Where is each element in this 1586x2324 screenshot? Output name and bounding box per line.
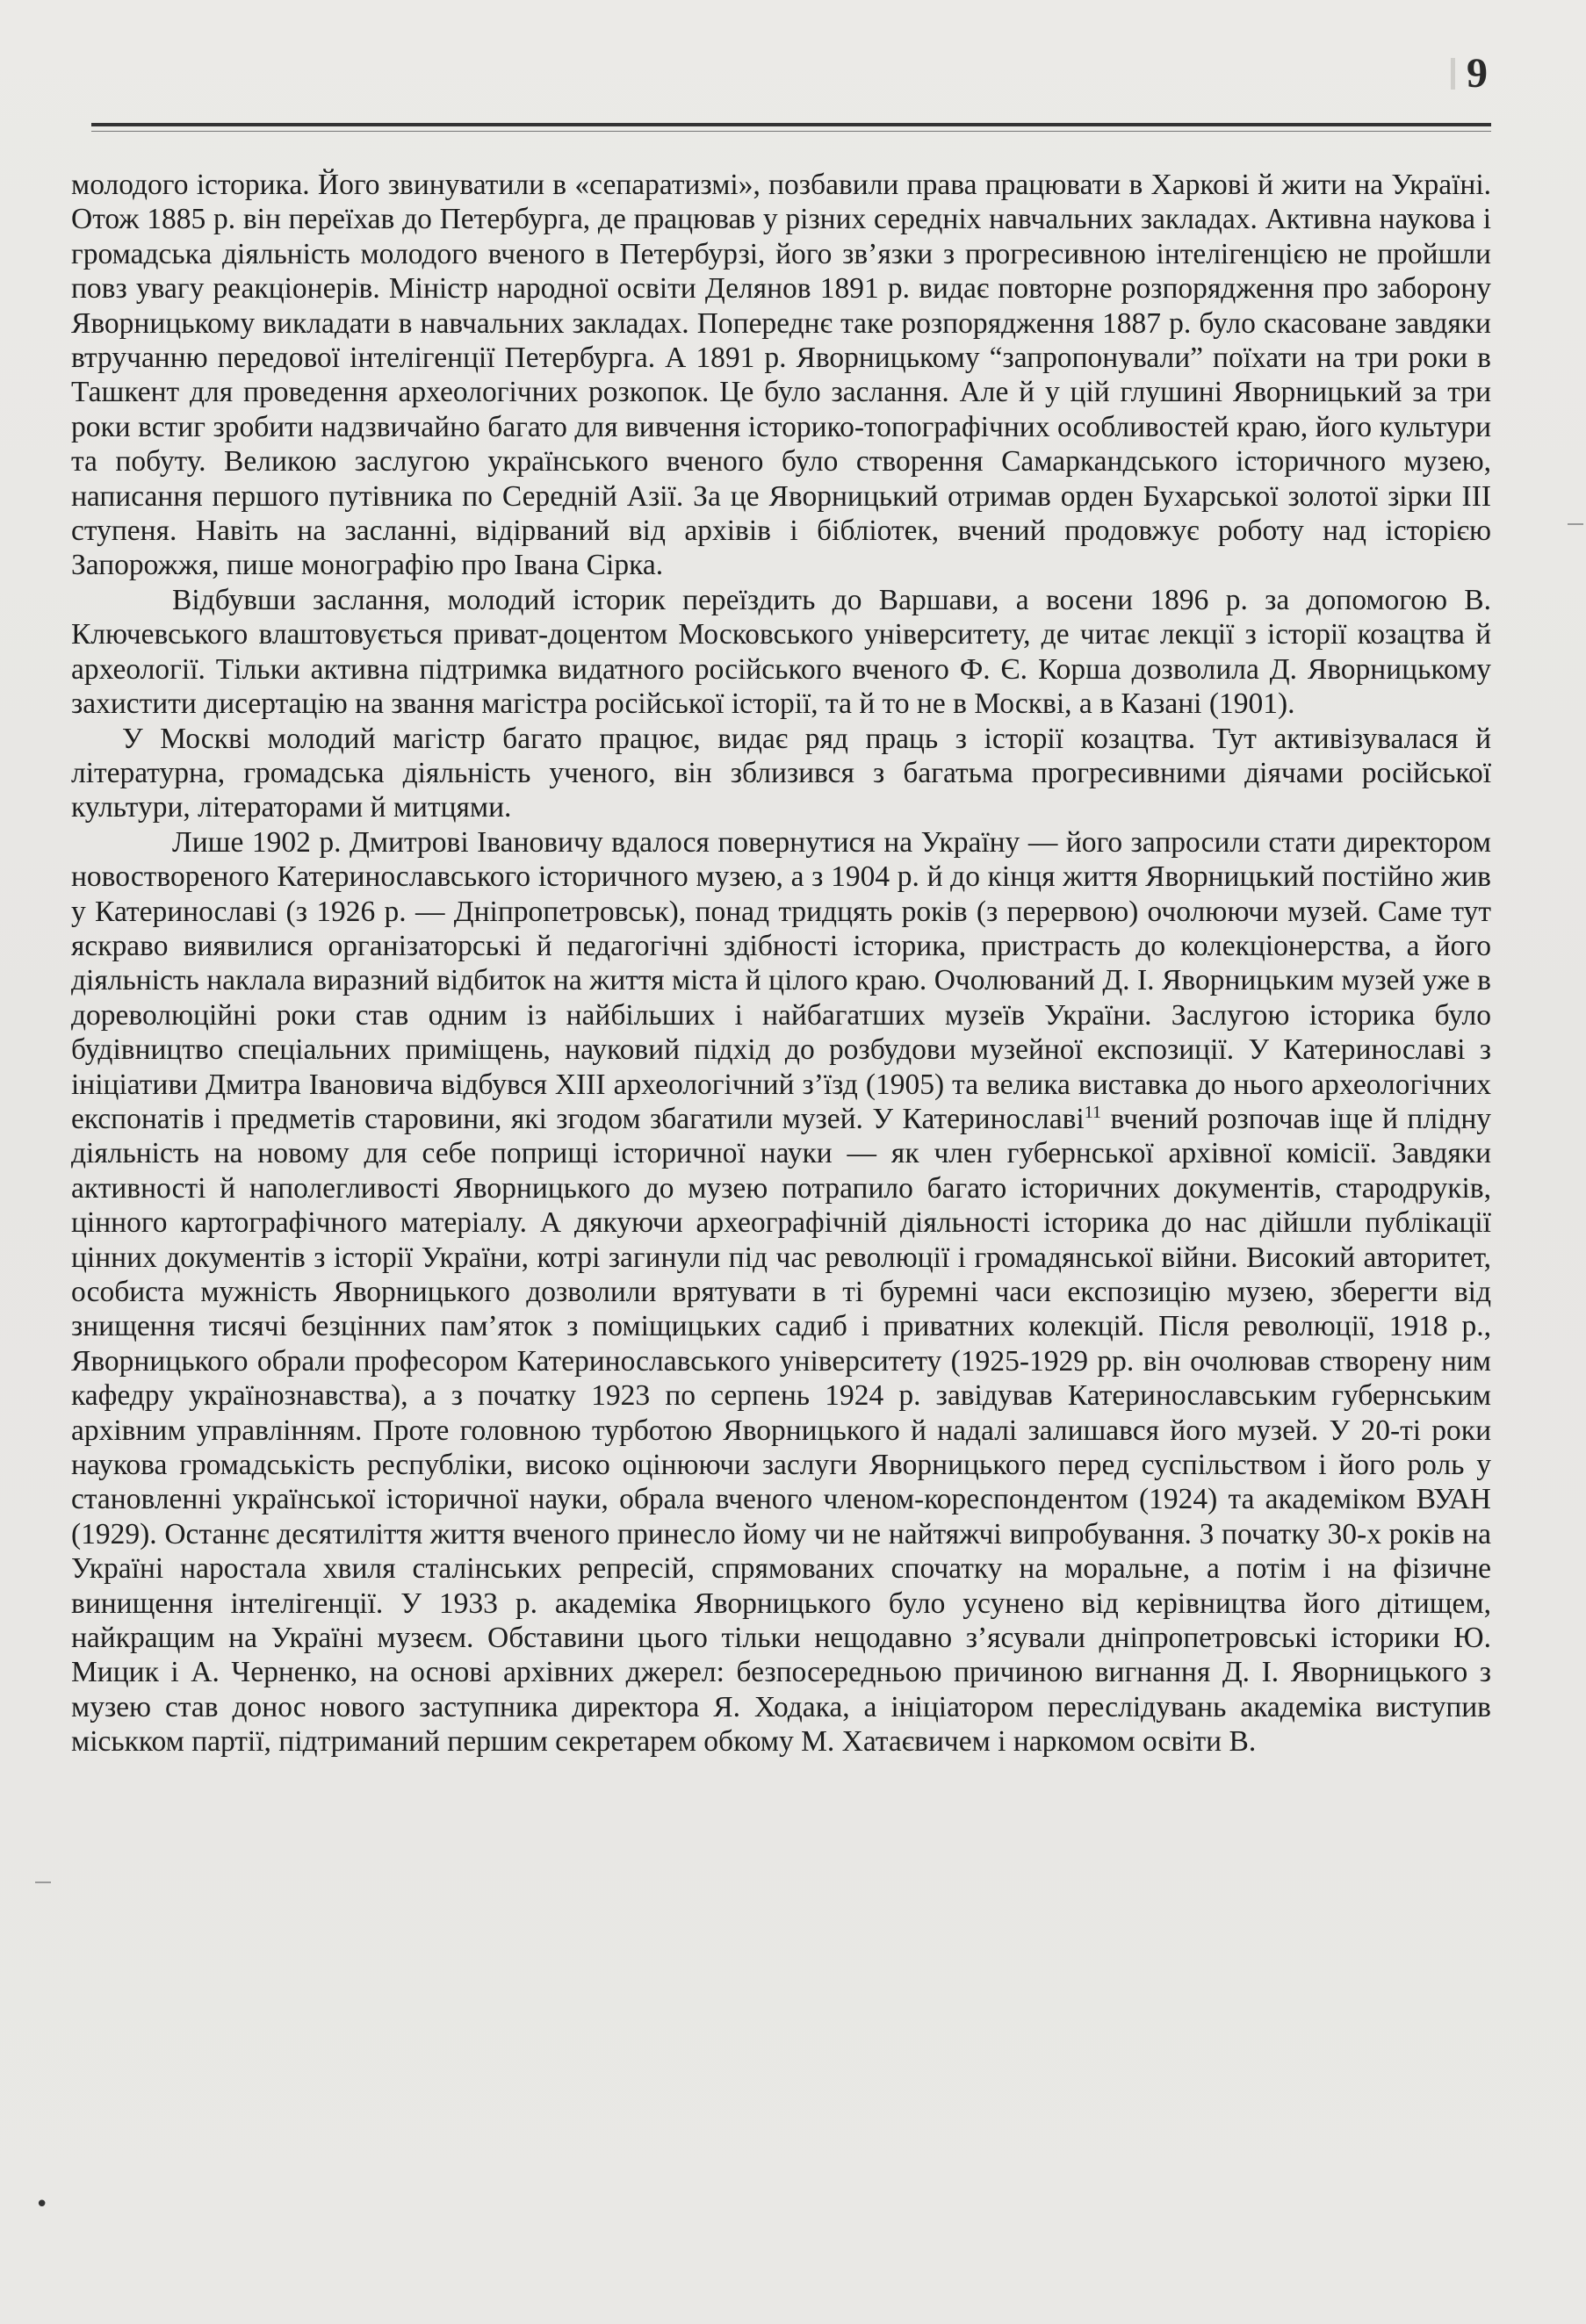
body-text [71,168,1491,1759]
paragraph-3: У Москві молодий магістр багато працює, видає ряд праць з історії козацтва. Тут активізувалася й літературна, громадська діяльність ученого, він зблизився з багатьма прогресивними діячами російської культури, літераторами й митцями. [71,722,1491,824]
header-rule-thin [91,131,1491,132]
paragraph-1: молодого історика. Його звинуватили в «сепаратизмі», позбавили права працювати в Харкові й жити на Україні. Отож 1885 р. він переїхав до Петербурга, де працював у різних середніх навчальних закладах. Активна наукова і громадська діяльність молодого вченого в Петербурзі, його зв’язки з прогресивною інтелігенцією не пройшли повз увагу реакціонерів. Міністр народної освіти Делянов 1891 р. видає повторне розпорядження про заборону Яворницькому викладати в навчальних закладах. Попереднє таке розпорядження 1887 р. було скасоване завдяки втручанню передової інтелігенції Петербурга. А 1891 р. Яворницькому “запропонували” поїхати на три роки в Ташкент для проведення археологічних розкопок. Це було заслання. Але й у цій глушині Яворницький за три роки встиг зробити надзвичайно багато для вивчення історико-топографічних особливостей краю, його культури та побуту. Великою заслугою українського вченого було створення Самаркандського історичного музею, написання першого путівника по Середній Азії. За це Яворницький отримав орден Бухарської золотої зірки III ступеня. Навіть на засланні, відірваний від архівів і бібліотек, вчений продовжує роботу над історією Запорожжя, пише монографію про Івана Сірка. [71,169,1491,582]
margin-mark [1568,523,1583,525]
paragraph-4-text: Лише 1902 р. Дмитрові Івановичу вдалося повернутися на Україну — його запросили стати директором новоствореного Катеринославського історичного музею, а з 1904 р. й до кінця життя Яворницький постійно жив у Катеринославі (з 1926 р. — Дніпропетровськ), понад тридцять років (з перервою) очолюючи музей. Саме тут яскраво виявилися організаторські й педагогічні здібності історика, пристрасть до колекціонерства, а його діяльність наклала виразний відбиток на життя міста й цілого краю. Очолюваний Д. І. Яворницьким музей уже в дореволюційні роки став одним із найбільших і найбагатших музеїв України. Заслугою історика було будівництво спеціальних приміщень, науковий підхід до розбудови музейної експозиції. У Катеринославі з ініціативи Дмитра Івановича відбувся XIII археологічний з’їзд (1905) та велика виставка до нього археологічних експонатів і предметів старовини, які згодом збагатили музей. У Катеринославі [71,825,1491,1135]
paragraph-4-continuation: вчений розпочав іще й плідну діяльність на новому для себе поприщі історичної науки — як член губернської архівної комісії. Завдяки активності й наполегливості Яворницького до музею потрапило багато історичних документів, стародруків, цінного картографічного матеріалу. А дякуючи археографічній діяльності історика до нас дійшли публікації цінних документів з історії України, котрі загинули під час революції і громадянської війни. Високий авторитет, особиста мужність Яворницького дозволили врятувати в ті буремні часи експозицію музею, зберегти від знищення тисячі безцінних пам’яток з поміщицьких садиб і приватних колекцій. Після революції, 1918 р., Яворницького обрали професором Катеринославського університету (1925-1929 рр. він очолював створену ним кафедру українознавства), а з початку 1923 по серпень 1924 р. завідував Катеринославським губернським архівним управлінням. Проте головною турботою Яворницького й надалі залишався його музей. У 20-ті роки наукова громадськість республіки, високо оцінюючи заслуги Яворницького перед суспільством і його роль у становленні української історичної науки, обрала вченого членом-кореспондентом (1924) та академіком ВУАН (1929). Останнє десятиліття життя вченого принесло йому чи не найтяжчі випробування. З початку 30-х років на Україні наростала хвиля сталінських репресій, спрямованих спочатку на моральне, а потім і на фізичне винищення інтелігенції. У 1933 р. академіка Яворницького було усунено від керівництва його дітищем, найкращим на Україні музеєм. Обставини цього тільки нещодавно з’ясували дніпропетровські історики Ю. Мицик і А. Черненко, на основі архівних джерел: безпосередньою причиною вигнання Д. І. Яворницького з музею став донос нового заступника директора Я. Ходака, а ініціатором переслідувань академіка виступив міськком партії, підтриманий першим секретарем обкому М. Хатаєвичем і наркомом освіти В. [71,1102,1492,1759]
paragraph-4 [71,825,1491,1759]
header-rule [91,123,1491,126]
margin-dot: • [35,2191,49,2218]
page-number: 9 [1467,50,1488,97]
footnote-reference: 11 [1084,1102,1102,1122]
margin-mark [35,1882,51,1883]
paragraph-2: Відбувши заслання, молодий історик переїздить до Варшави, а восени 1896 р. за допомогою В. Ключевського влаштовується приват-доцентом Московського університету, де читає лекції з історії козацтва й археології. Тільки активна підтримка видатного російського вченого Ф. Є. Корша дозволила Д. Яворницькому захистити дисертацію на звання магістра російської історії, та й то не в Москві, а в Казані (1901). [71,583,1491,721]
